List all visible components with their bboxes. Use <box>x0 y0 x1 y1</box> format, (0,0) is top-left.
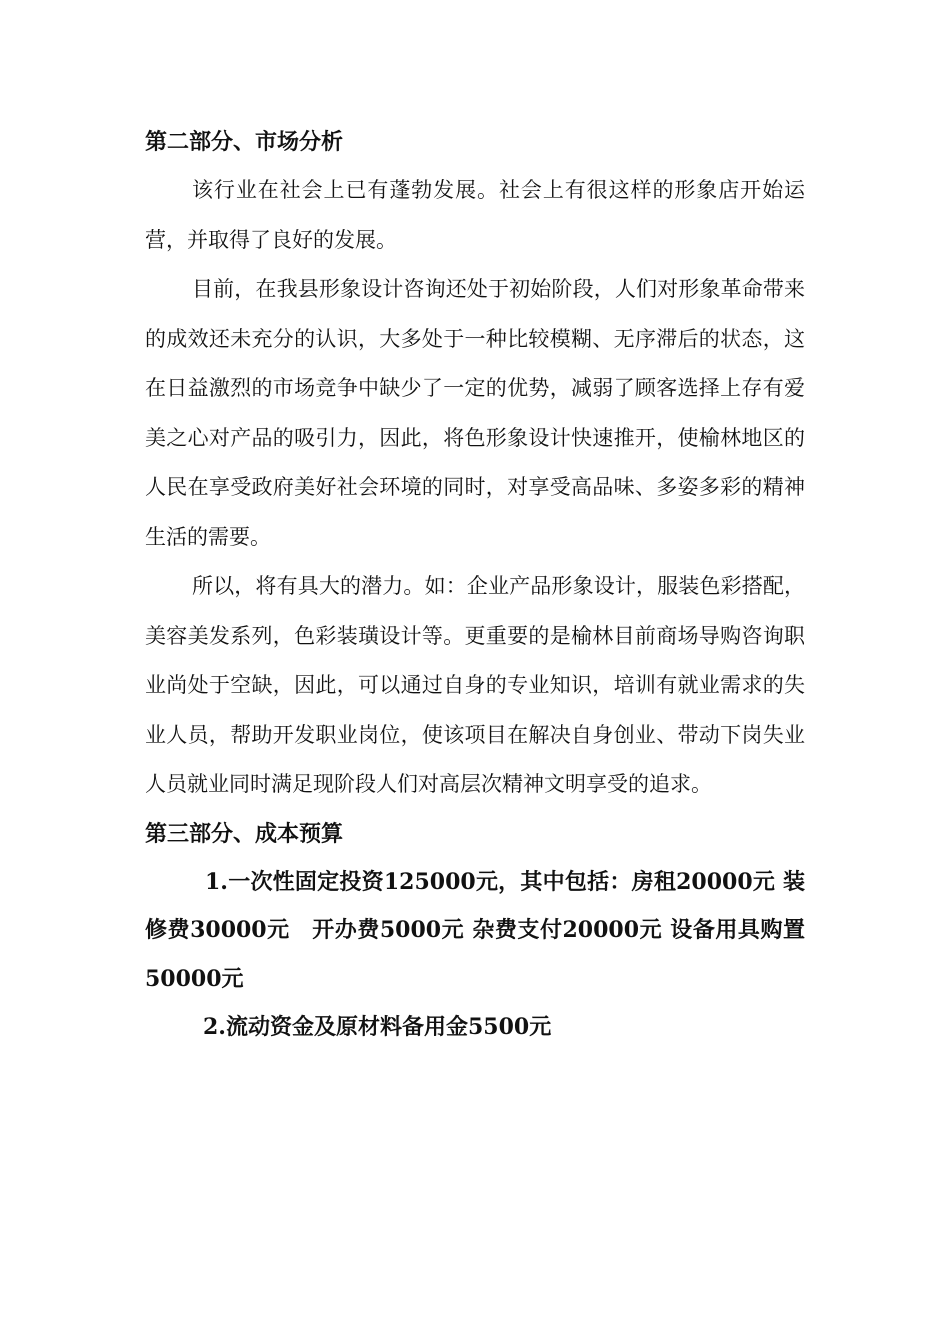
section-heading-cost-budget: 第三部分、成本预算 <box>145 820 344 847</box>
market-analysis-paragraph-1: 该行业在社会上已有蓬勃发展。社会上有很这样的形象店开始运营，并取得了良好的发展。 <box>145 178 805 252</box>
section-heading-market-analysis: 第二部分、市场分析 <box>145 129 344 155</box>
market-analysis-paragraph-3: 所以，将有具大的潜力。如：企业产品形象设计，服装色彩搭配，美容美发系列，色彩装璜设计等。更重要的是榆林目前商场导购咨询职业尚处于空缺，因此，可以通过自身的专业知识，培训有就业需求的失业人员，帮助开发职业岗位，使该项目在解决自身创业、带动下岗失业人员就业同时满足现阶段人们对高层次精神文明享受的追求。 <box>145 574 805 796</box>
document-content <box>145 118 805 1052</box>
budget-item-fixed-investment: 1.一次性固定投资125000元，其中包括：房租20000元 装修费30000元 开办费5000元 杂费支付20000元 设备用具购置50000元 <box>145 868 805 992</box>
market-analysis-paragraph-2: 目前，在我县形象设计咨询还处于初始阶段，人们对形象革命带来的成效还未充分的认识，大多处于一种比较模糊、无序滞后的状态，这在日益激烈的市场竞争中缺少了一定的优势，减弱了顾客选择上存有爱美之心对产品的吸引力，因此，将色形象设计快速推开，使榆林地区的人民在享受政府美好社会环境的同时，对享受高品味、多姿多彩的精神生活的需要。 <box>145 277 805 549</box>
budget-item-working-capital: 2.流动资金及原材料备用金5500元 <box>203 1014 552 1040</box>
